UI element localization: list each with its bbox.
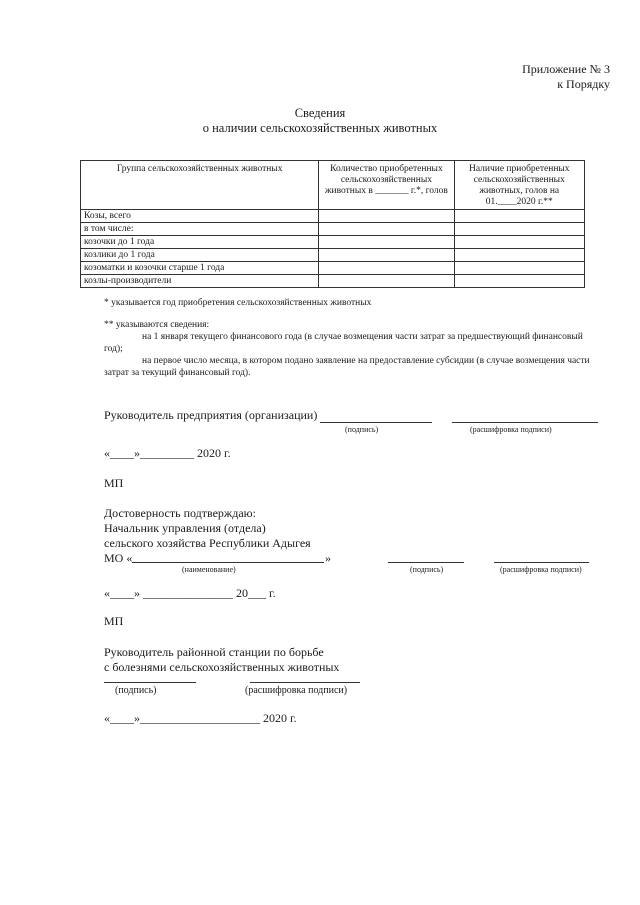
footnote-2a: на 1 января текущего финансового года (в случае возмещения части затрат за предшествующий финансовый год); — [104, 332, 583, 354]
row-label: козлики до 1 года — [81, 249, 319, 262]
col-present-header: Наличие приобретенных сельскохозяйственных животных, голов на 01.____2020 г.** — [454, 161, 584, 210]
table-cell[interactable] — [319, 275, 454, 288]
signature-caption: (подпись) — [115, 685, 157, 696]
appendix-number: Приложение № 3 — [522, 62, 610, 76]
mo-label: МО « — [104, 551, 133, 565]
title-line1: Сведения — [294, 106, 346, 120]
table-row — [81, 249, 585, 262]
mo-name-line[interactable] — [132, 562, 324, 563]
table-cell[interactable] — [319, 262, 454, 275]
table-cell[interactable] — [319, 236, 454, 249]
signature-decode-caption: (расшифровка подписи) — [245, 685, 348, 696]
table-cell[interactable] — [454, 249, 584, 262]
row-label: козоматки и козочки старше 1 года — [81, 262, 319, 275]
document-title — [0, 106, 640, 136]
table-cell[interactable] — [454, 223, 584, 236]
signature-caption: (подпись) — [345, 425, 379, 434]
appendix-ref: к Порядку — [557, 77, 610, 91]
vet-head-label — [104, 645, 339, 675]
footnote-2: ** указываются сведения: — [104, 320, 210, 330]
signature-decode-caption: (расшифровка подписи) — [500, 565, 582, 574]
confirm-line1: Достоверность подтверждаю: — [104, 506, 256, 520]
table-cell[interactable] — [319, 223, 454, 236]
table-cell[interactable] — [319, 249, 454, 262]
table-cell[interactable] — [454, 275, 584, 288]
table-row — [81, 275, 585, 288]
signature-line[interactable] — [104, 682, 196, 683]
vet-line1: Руководитель районной станции по борьбе — [104, 645, 324, 659]
stamp-placeholder: МП — [104, 476, 124, 490]
row-label: Козы, всего — [81, 210, 319, 223]
head-signature-label: Руководитель предприятия (организации) — [104, 408, 318, 422]
table-header-row — [81, 161, 585, 210]
table-row — [81, 223, 585, 236]
confirm-label — [104, 506, 311, 551]
col-purchased-header: Количество приобретенных сельскохозяйственных животных в _______ г.*, голов — [319, 161, 454, 210]
footnotes — [104, 297, 594, 379]
signature-decode-line[interactable] — [452, 422, 598, 423]
table-row — [81, 236, 585, 249]
signature-line[interactable] — [388, 562, 464, 563]
date-field[interactable]: «____»____________________ 2020 г. — [104, 711, 297, 725]
table-cell[interactable] — [454, 262, 584, 275]
date-field[interactable]: «____»_________ 2020 г. — [104, 446, 231, 460]
signature-decode-caption: (расшифровка подписи) — [470, 425, 552, 434]
row-label: козочки до 1 года — [81, 236, 319, 249]
footnote-2b: на первое число месяца, в котором подано заявление на предоставление субсидии (в случае возмещения части затрат за текущий финансовый год). — [104, 356, 590, 378]
confirm-line2: Начальник управления (отдела) — [104, 521, 266, 535]
confirm-line3: сельского хозяйства Республики Адыгея — [104, 536, 311, 550]
row-label: в том числе: — [81, 223, 319, 236]
row-label: козлы-производители — [81, 275, 319, 288]
table-row — [81, 210, 585, 223]
vet-line2: с болезнями сельскохозяйственных животных — [104, 660, 340, 674]
footnote-1: * указывается год приобретения сельскохозяйственных животных — [104, 298, 372, 308]
col-group-header: Группа сельскохозяйственных животных — [81, 161, 319, 210]
date-field[interactable]: «____» _______________ 20___ г. — [104, 586, 276, 600]
table-cell[interactable] — [454, 210, 584, 223]
appendix-header — [522, 62, 610, 92]
stamp-placeholder: МП — [104, 614, 124, 628]
table-row — [81, 262, 585, 275]
table-cell[interactable] — [454, 236, 584, 249]
signature-decode-line[interactable] — [250, 682, 360, 683]
title-line2: о наличии сельскохозяйственных животных — [202, 121, 438, 135]
name-caption: (наименование) — [182, 565, 236, 574]
animals-table — [80, 160, 585, 288]
signature-caption: (подпись) — [410, 565, 444, 574]
signature-line[interactable] — [320, 422, 432, 423]
signature-decode-line[interactable] — [494, 562, 589, 563]
table-cell[interactable] — [319, 210, 454, 223]
mo-label-end: » — [325, 551, 331, 565]
